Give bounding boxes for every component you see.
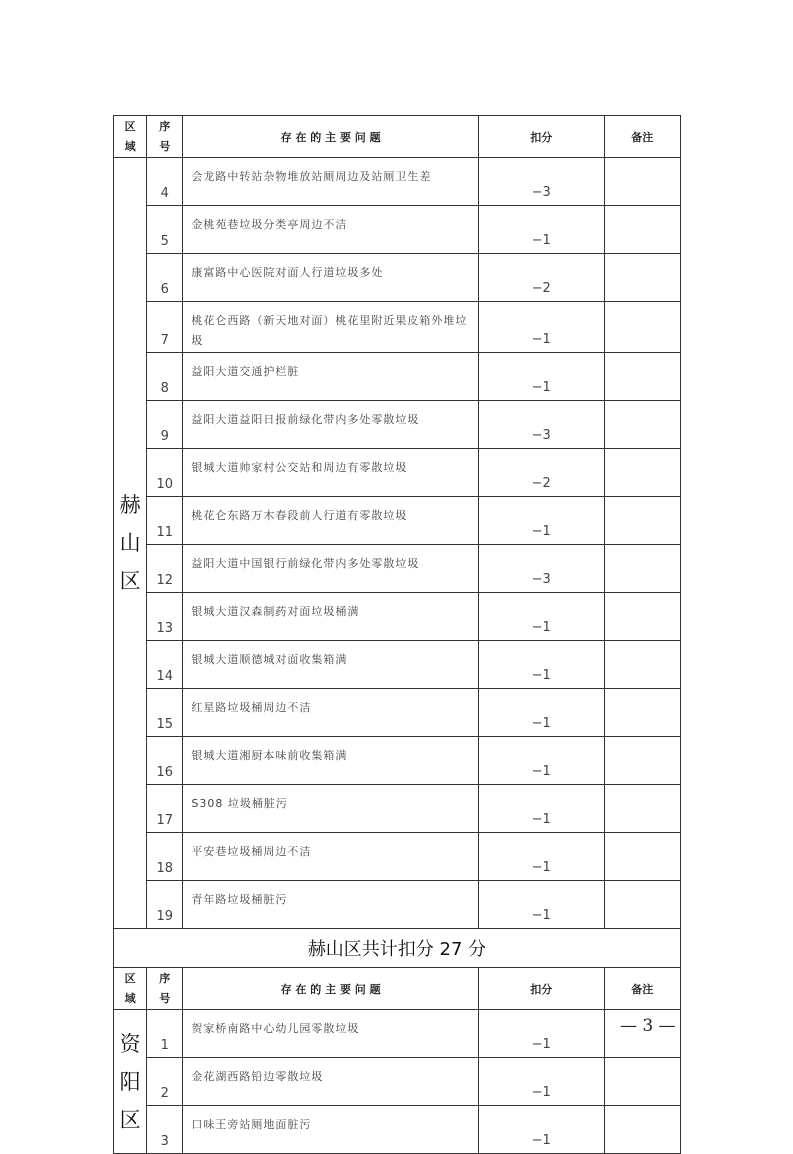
problem-cell: 银城大道湘厨本味前收集箱满 bbox=[183, 737, 479, 785]
table-row bbox=[114, 689, 681, 737]
table-row bbox=[114, 833, 681, 881]
note-cell bbox=[604, 881, 680, 929]
table-row bbox=[114, 254, 681, 302]
score-cell: −1 bbox=[478, 593, 604, 641]
table-row bbox=[114, 401, 681, 449]
seq-cell: 17 bbox=[147, 785, 183, 833]
table-row bbox=[114, 206, 681, 254]
header-row bbox=[114, 968, 681, 1010]
header-score: 扣分 bbox=[478, 968, 604, 1010]
table-row bbox=[114, 302, 681, 353]
table-row bbox=[114, 1010, 681, 1058]
header-region: 区 域 bbox=[114, 116, 147, 158]
score-cell: −1 bbox=[478, 641, 604, 689]
heshan-total: 赫山区共计扣分 27 分 bbox=[114, 929, 681, 968]
table-row bbox=[114, 593, 681, 641]
seq-cell: 19 bbox=[147, 881, 183, 929]
seq-cell: 14 bbox=[147, 641, 183, 689]
problem-cell: S308 垃圾桶脏污 bbox=[183, 785, 479, 833]
problem-cell: 红星路垃圾桶周边不洁 bbox=[183, 689, 479, 737]
score-cell: −3 bbox=[478, 158, 604, 206]
note-cell bbox=[604, 497, 680, 545]
seq-cell: 4 bbox=[147, 158, 183, 206]
table-row bbox=[114, 641, 681, 689]
note-cell bbox=[604, 353, 680, 401]
header-note: 备注 bbox=[604, 116, 680, 158]
seq-cell: 13 bbox=[147, 593, 183, 641]
seq-cell: 9 bbox=[147, 401, 183, 449]
note-cell bbox=[604, 1058, 680, 1106]
seq-cell: 3 bbox=[147, 1106, 183, 1154]
note-cell bbox=[604, 206, 680, 254]
problem-cell: 银城大道顺德城对面收集箱满 bbox=[183, 641, 479, 689]
inspection-table bbox=[113, 115, 681, 1154]
problem-cell: 桃花仑西路（新天地对面）桃花里附近果皮箱外堆垃圾 bbox=[183, 302, 479, 353]
problem-cell: 桃花仑东路万木春段前人行道有零散垃圾 bbox=[183, 497, 479, 545]
score-cell: −3 bbox=[478, 545, 604, 593]
score-cell: −2 bbox=[478, 254, 604, 302]
score-cell: −1 bbox=[478, 206, 604, 254]
header-note: 备注 bbox=[604, 968, 680, 1010]
score-cell: −1 bbox=[478, 497, 604, 545]
problem-cell: 口味王旁站厕地面脏污 bbox=[183, 1106, 479, 1154]
note-cell bbox=[604, 302, 680, 353]
score-cell: −1 bbox=[478, 881, 604, 929]
seq-cell: 12 bbox=[147, 545, 183, 593]
problem-cell: 康富路中心医院对面人行道垃圾多处 bbox=[183, 254, 479, 302]
table-row bbox=[114, 545, 681, 593]
problem-cell: 益阳大道中国银行前绿化带内多处零散垃圾 bbox=[183, 545, 479, 593]
header-seq: 序 号 bbox=[147, 968, 183, 1010]
table-row bbox=[114, 881, 681, 929]
note-cell bbox=[604, 1106, 680, 1154]
problem-cell: 银城大道帅家村公交站和周边有零散垃圾 bbox=[183, 449, 479, 497]
problem-cell: 贺家桥南路中心幼儿园零散垃圾 bbox=[183, 1010, 479, 1058]
problem-cell: 金桃苑巷垃圾分类亭周边不洁 bbox=[183, 206, 479, 254]
problem-cell: 会龙路中转站杂物堆放站厕周边及站厕卫生差 bbox=[183, 158, 479, 206]
region-cell: 资 阳 区 bbox=[114, 1010, 147, 1154]
total-row bbox=[114, 929, 681, 968]
header-problem: 存 在 的 主 要 问 题 bbox=[183, 116, 479, 158]
header-row bbox=[114, 116, 681, 158]
score-cell: −1 bbox=[478, 1106, 604, 1154]
score-cell: −1 bbox=[478, 689, 604, 737]
table-row bbox=[114, 353, 681, 401]
seq-cell: 2 bbox=[147, 1058, 183, 1106]
problem-cell: 金花湖西路铅边零散垃圾 bbox=[183, 1058, 479, 1106]
note-cell bbox=[604, 593, 680, 641]
page-number: — 3 — bbox=[620, 1016, 676, 1036]
header-score: 扣分 bbox=[478, 116, 604, 158]
header-region: 区 域 bbox=[114, 968, 147, 1010]
table-row bbox=[114, 1106, 681, 1154]
seq-cell: 10 bbox=[147, 449, 183, 497]
note-cell bbox=[604, 833, 680, 881]
score-cell: −1 bbox=[478, 737, 604, 785]
region-cell: 赫 山 区 bbox=[114, 158, 147, 929]
seq-cell: 16 bbox=[147, 737, 183, 785]
problem-cell: 益阳大道交通护栏脏 bbox=[183, 353, 479, 401]
table-row bbox=[114, 497, 681, 545]
score-cell: −2 bbox=[478, 449, 604, 497]
table-row bbox=[114, 785, 681, 833]
table-row bbox=[114, 737, 681, 785]
problem-cell: 平安巷垃圾桶周边不洁 bbox=[183, 833, 479, 881]
note-cell bbox=[604, 158, 680, 206]
note-cell bbox=[604, 401, 680, 449]
note-cell bbox=[604, 449, 680, 497]
seq-cell: 1 bbox=[147, 1010, 183, 1058]
seq-cell: 18 bbox=[147, 833, 183, 881]
seq-cell: 5 bbox=[147, 206, 183, 254]
header-seq: 序 号 bbox=[147, 116, 183, 158]
note-cell bbox=[604, 641, 680, 689]
score-cell: −1 bbox=[478, 353, 604, 401]
score-cell: −1 bbox=[478, 1010, 604, 1058]
note-cell bbox=[604, 689, 680, 737]
note-cell bbox=[604, 737, 680, 785]
note-cell bbox=[604, 545, 680, 593]
seq-cell: 15 bbox=[147, 689, 183, 737]
problem-cell: 益阳大道益阳日报前绿化带内多处零散垃圾 bbox=[183, 401, 479, 449]
seq-cell: 8 bbox=[147, 353, 183, 401]
table-row bbox=[114, 1058, 681, 1106]
problem-cell: 银城大道汉森制药对面垃圾桶满 bbox=[183, 593, 479, 641]
score-cell: −1 bbox=[478, 302, 604, 353]
score-cell: −1 bbox=[478, 1058, 604, 1106]
score-cell: −3 bbox=[478, 401, 604, 449]
note-cell bbox=[604, 785, 680, 833]
seq-cell: 11 bbox=[147, 497, 183, 545]
seq-cell: 6 bbox=[147, 254, 183, 302]
problem-cell: 青年路垃圾桶脏污 bbox=[183, 881, 479, 929]
table-row bbox=[114, 158, 681, 206]
score-cell: −1 bbox=[478, 833, 604, 881]
table-row bbox=[114, 449, 681, 497]
note-cell bbox=[604, 254, 680, 302]
score-cell: −1 bbox=[478, 785, 604, 833]
seq-cell: 7 bbox=[147, 302, 183, 353]
header-problem: 存 在 的 主 要 问 题 bbox=[183, 968, 479, 1010]
